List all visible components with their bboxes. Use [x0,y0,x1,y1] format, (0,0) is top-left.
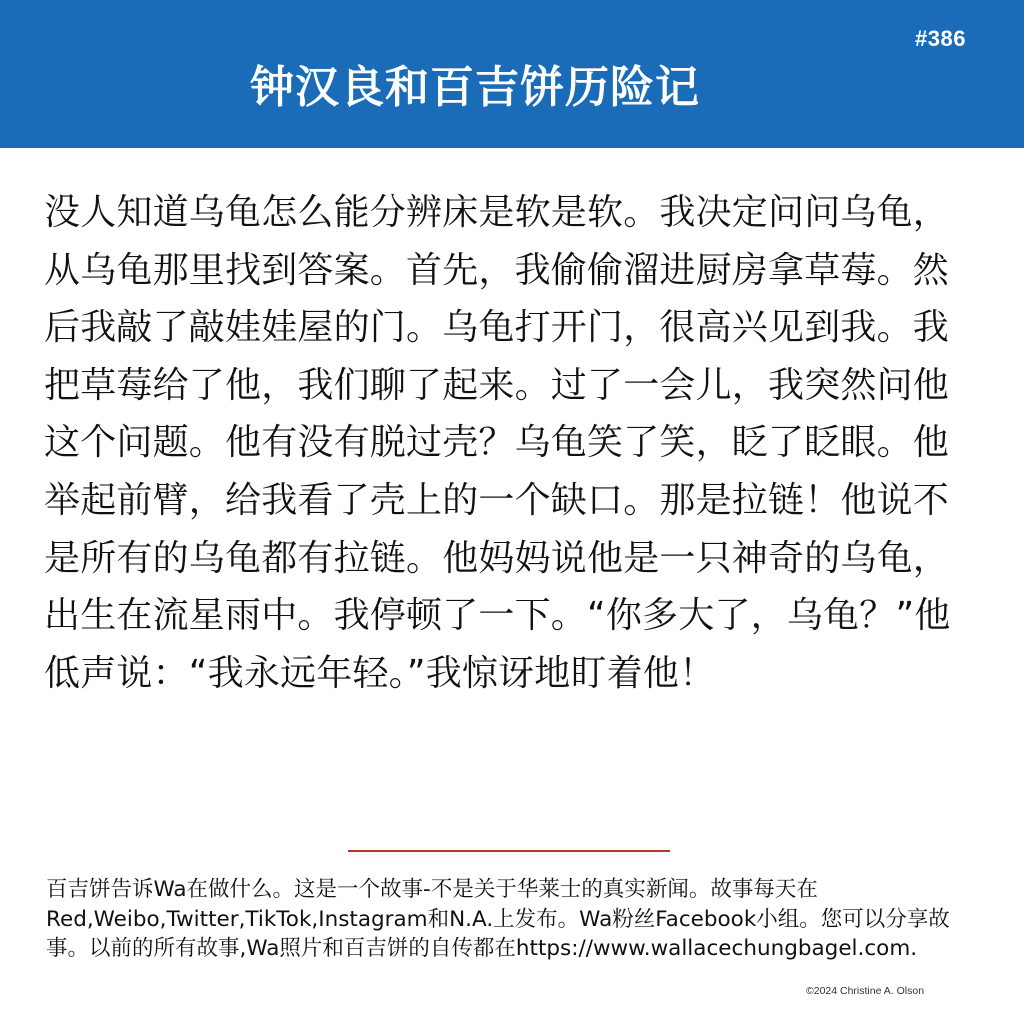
story-text: 没人知道乌龟怎么能分辨床是软是软。我决定问问乌龟，从乌龟那里找到答案。首先，我偷偷溜进厨房拿草莓。然后我敲了敲娃娃屋的门。乌龟打开门，很高兴见到我。我把草莓给了他，我们聊了起来。过了一会儿，我突然问他这个问题。他有没有脱过壳？乌龟笑了笑，眨了眨眼。他举起前臂，给我看了壳上的一个缺口。那是拉链！他说不是所有的乌龟都有拉链。他妈妈说他是一只神奇的乌龟，出生在流星雨中。我停顿了一下。“你多大了，乌龟？”他低声说：“我永远年轻。”我惊讶地盯着他！ [44,192,951,694]
page-title: 钟汉良和百吉饼历险记 [250,62,700,113]
header-banner [0,0,1024,148]
episode-number: #386 [915,26,966,51]
footer-note: 百吉饼告诉Wa在做什么。这是一个故事-不是关于华莱士的真实新闻。故事每天在Red,Weibo,Twitter,TikTok,Instagram和N.A.上发布。Wa粉丝Facebook小组。您可以分享故事。以前的所有故事,Wa照片和百吉饼的自传都在https://www.wallacechungbagel.com. [46,877,950,961]
copyright-notice: ©2024 Christine A. Olson [806,985,925,997]
divider-line [348,850,670,852]
